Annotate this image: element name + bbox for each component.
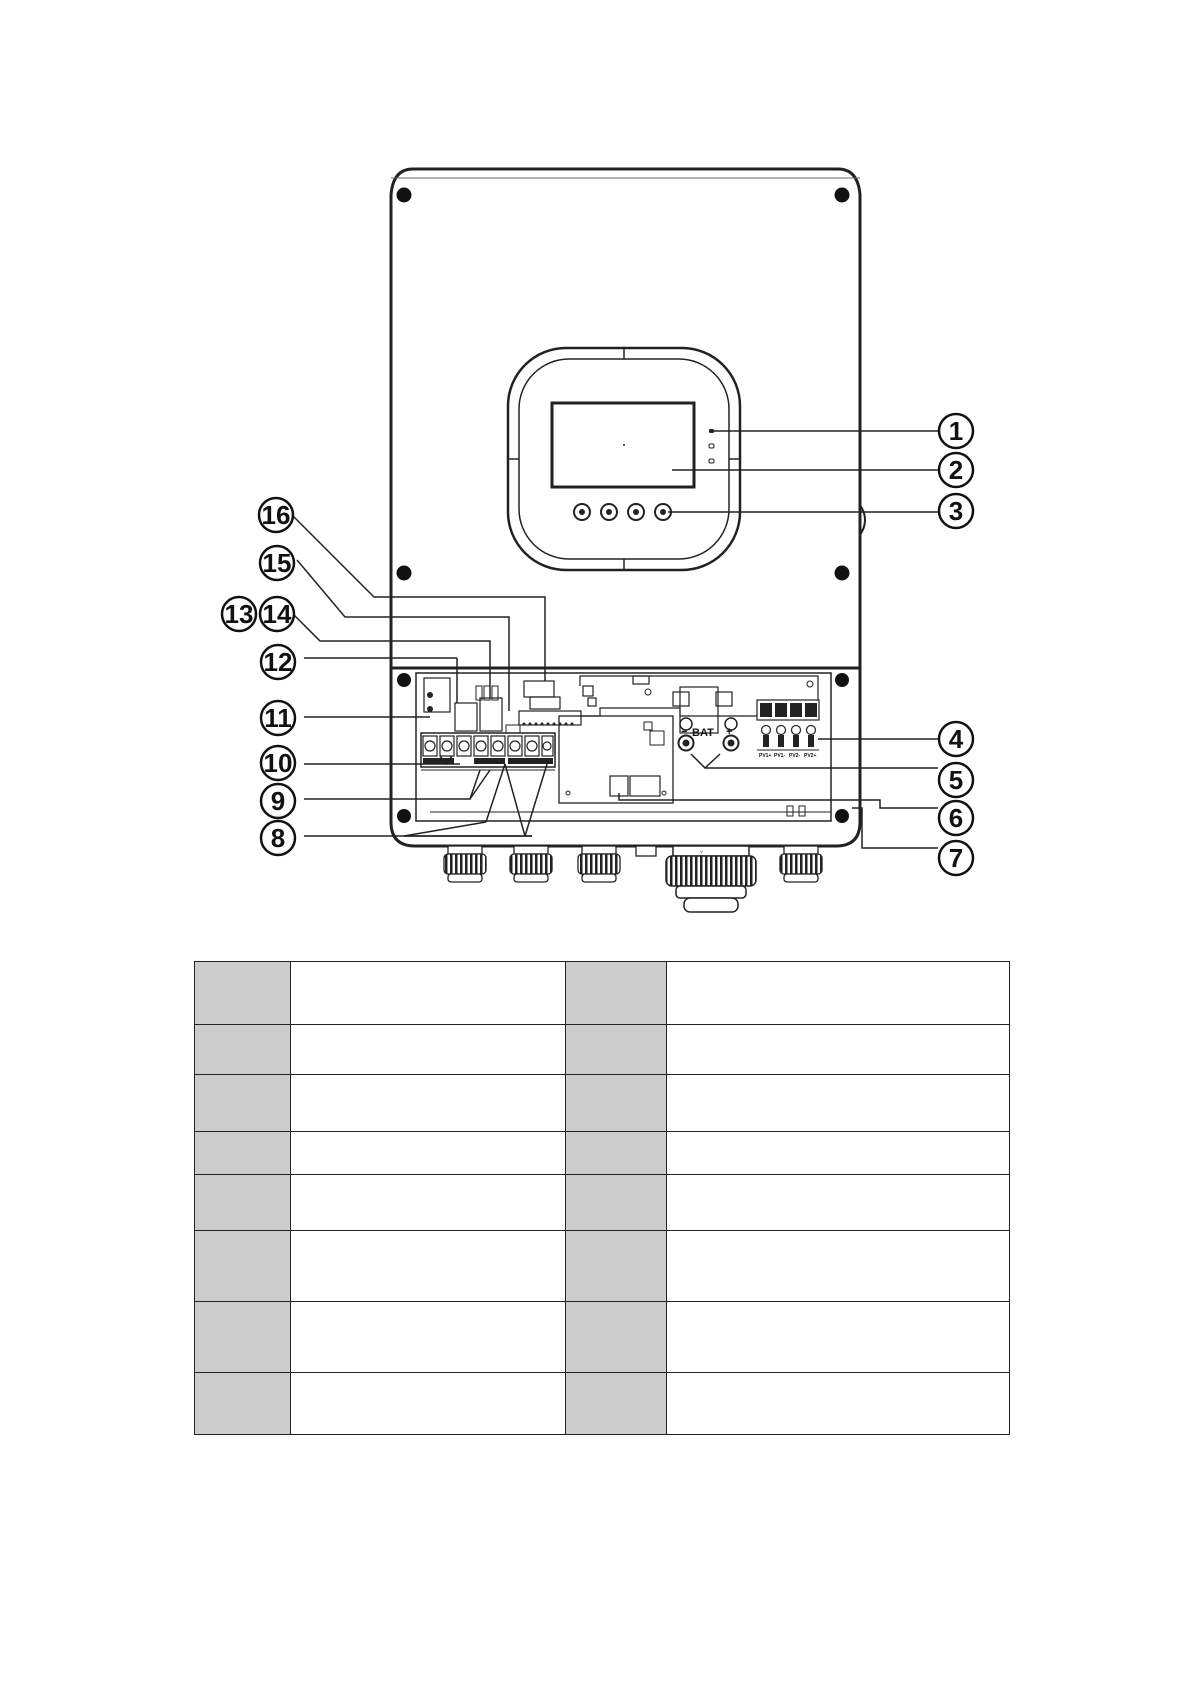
table-cell (667, 1231, 1010, 1302)
pv2-plus-label: PV2+ (804, 753, 817, 759)
table-cell (566, 1302, 667, 1373)
table-cell (566, 962, 667, 1025)
svg-text:13: 13 (224, 599, 254, 629)
callout-4 (939, 722, 973, 756)
table-cell (566, 1025, 667, 1075)
svg-text:15: 15 (262, 548, 292, 578)
table-cell (195, 1132, 291, 1175)
table-cell (291, 1373, 566, 1435)
callout-1 (939, 414, 973, 448)
callout-11 (261, 701, 295, 735)
callout-2 (939, 453, 973, 487)
table-cell (195, 1075, 291, 1132)
table-cell (667, 1373, 1010, 1435)
table-cell (291, 1302, 566, 1373)
table-cell (667, 1075, 1010, 1132)
cable-gland (780, 846, 822, 882)
callout-7 (939, 841, 973, 875)
display-panel (508, 348, 740, 570)
svg-text:14: 14 (262, 599, 292, 629)
svg-text:9: 9 (270, 786, 286, 816)
callout-9 (261, 784, 295, 818)
callout-8 (261, 821, 295, 855)
svg-text:16: 16 (261, 500, 291, 530)
callout-12 (261, 645, 295, 679)
svg-text:4: 4 (948, 724, 964, 754)
svg-text:12: 12 (263, 647, 293, 677)
table-row (195, 1175, 1010, 1231)
table-cell (195, 962, 291, 1025)
callout-3 (939, 494, 973, 528)
cable-gland (578, 846, 620, 882)
callout-14 (260, 597, 294, 631)
table-row (195, 1373, 1010, 1435)
table-cell (291, 1175, 566, 1231)
callout-6 (939, 801, 973, 835)
pv1-plus-label: PV1+ (759, 753, 772, 759)
svg-text:1: 1 (948, 416, 964, 446)
table-cell (566, 1075, 667, 1132)
table-cell (291, 1231, 566, 1302)
cable-gland (444, 846, 486, 882)
table-row (195, 1231, 1010, 1302)
battery-label: BAT (692, 727, 714, 739)
callout-5 (939, 763, 973, 797)
table-cell (667, 1175, 1010, 1231)
pv1-minus-label: PV1- (774, 753, 786, 759)
table-cell (291, 1132, 566, 1175)
cable-gland (510, 846, 552, 882)
table-cell (566, 1175, 667, 1231)
table-row (195, 1025, 1010, 1075)
battery-plus-label: + (726, 726, 733, 738)
table-cell (667, 1132, 1010, 1175)
pv2-minus-label: PV2- (789, 753, 801, 759)
callout-15 (260, 546, 294, 580)
gland-marking: V (700, 849, 703, 854)
battery-cable-gland (666, 846, 756, 912)
table-cell (566, 1132, 667, 1175)
table-cell (195, 1373, 291, 1435)
cable-glands (444, 846, 822, 912)
component-legend-table (194, 961, 1010, 1435)
svg-text:5: 5 (948, 765, 964, 795)
table-row (195, 1302, 1010, 1373)
table-cell (667, 962, 1010, 1025)
table-cell (195, 1302, 291, 1373)
table-cell (195, 1025, 291, 1075)
table-cell (291, 1025, 566, 1075)
svg-text:11: 11 (264, 703, 292, 733)
svg-text:7: 7 (948, 843, 964, 873)
battery-minus-label: − (681, 726, 688, 738)
table-cell (667, 1025, 1010, 1075)
table-cell (195, 1175, 291, 1231)
svg-text:2: 2 (948, 455, 964, 485)
wiring-compartment (391, 668, 860, 846)
table-cell (566, 1231, 667, 1302)
table-row (195, 1132, 1010, 1175)
callout-16 (259, 498, 293, 532)
table-cell (195, 1231, 291, 1302)
table-cell (667, 1302, 1010, 1373)
table-cell (291, 962, 566, 1025)
svg-text:10: 10 (263, 748, 293, 778)
svg-text:6: 6 (948, 803, 964, 833)
svg-text:3: 3 (948, 496, 964, 526)
table-cell (291, 1075, 566, 1132)
callout-13 (222, 597, 256, 631)
vent-plug (636, 846, 656, 856)
table-row (195, 962, 1010, 1025)
table-cell (566, 1373, 667, 1435)
callout-10 (261, 746, 295, 780)
svg-text:8: 8 (270, 823, 286, 853)
table-row (195, 1075, 1010, 1132)
